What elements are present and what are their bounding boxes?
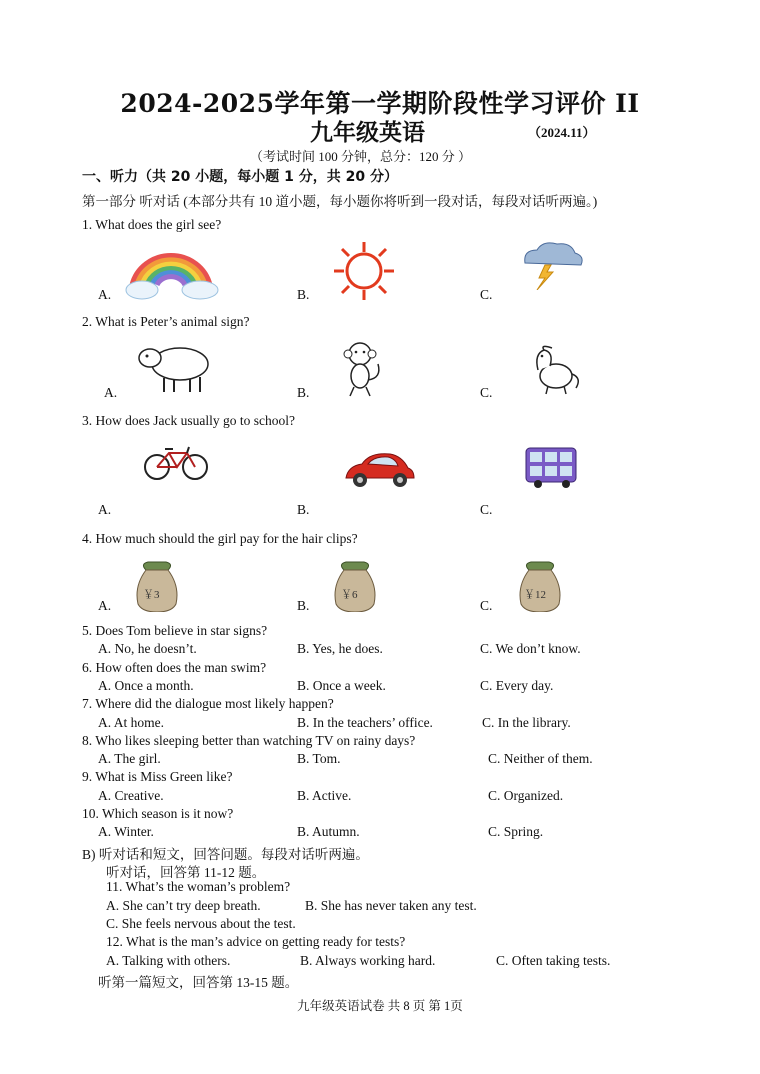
question-9: 9. What is Miss Green like?	[82, 769, 233, 784]
exam-title: 2024-2025学年第一学期阶段性学习评价 II	[120, 89, 640, 118]
option-a: A. No, he doesn’t.	[98, 641, 197, 656]
option-label: A.	[98, 598, 112, 613]
option-label: B.	[297, 287, 310, 302]
question-6: 6. How often does the man swim?	[82, 660, 267, 675]
option-c: C. Spring.	[488, 824, 544, 839]
storm-cloud-icon	[515, 238, 587, 290]
section-heading: 一、听力（共 20 小题，每小题 1 分，共 20 分）	[82, 169, 398, 185]
page-footer: 九年级英语试卷 共 8 页 第 1页	[297, 999, 463, 1013]
horse-icon	[526, 344, 582, 396]
option-b: B. Once a week.	[297, 678, 386, 693]
option-b: B. Autumn.	[297, 824, 360, 839]
option-c: C. In the library.	[482, 715, 571, 730]
option-a: A. Winter.	[98, 824, 154, 839]
passage-instructions: 听第一篇短文，回答第 13-15 题。	[98, 975, 299, 990]
bus-icon	[524, 446, 580, 488]
price-label: ￥3	[143, 589, 160, 601]
question-3: 3. How does Jack usually go to school?	[82, 413, 295, 428]
price-label: ￥6	[341, 589, 358, 601]
option-label: C.	[480, 385, 493, 400]
option-a: A. She can’t try deep breath.	[106, 898, 261, 913]
question-11: 11. What’s the woman’s problem?	[106, 879, 291, 894]
money-bag-icon	[132, 560, 182, 612]
option-label: C.	[480, 502, 493, 517]
option-b: B. Yes, he does.	[297, 641, 383, 656]
option-label: A.	[98, 502, 112, 517]
option-b: B. Always working hard.	[300, 953, 436, 968]
option-label: B.	[297, 385, 310, 400]
price-label: ￥12	[524, 589, 546, 601]
question-1: 1. What does the girl see?	[82, 217, 222, 232]
question-10: 10. Which season is it now?	[82, 806, 234, 821]
option-c: C. We don’t know.	[480, 641, 581, 656]
option-b: B. Active.	[297, 788, 352, 803]
option-label: A.	[104, 385, 118, 400]
option-b: B. She has never taken any test.	[305, 898, 477, 913]
option-label: B.	[297, 502, 310, 517]
question-5: 5. Does Tom believe in star signs?	[82, 623, 268, 638]
option-c: C. She feels nervous about the test.	[106, 916, 296, 931]
option-a: A. Creative.	[98, 788, 164, 803]
monkey-icon	[340, 340, 386, 398]
option-a: A. Talking with others.	[106, 953, 231, 968]
part-b-sub-instructions: 听对话，回答第 11-12 题。	[106, 865, 266, 880]
question-12: 12. What is the man’s advice on getting ready for tests?	[106, 934, 406, 949]
question-2: 2. What is Peter’s animal sign?	[82, 314, 250, 329]
money-bag-icon	[330, 560, 380, 612]
option-c: C. Often taking tests.	[496, 953, 611, 968]
rainbow-icon	[122, 240, 220, 302]
part-one-instructions: 第一部分 听对话 (本部分共有 10 道小题，每小题你将听到一段对话，每段对话听两遍。)	[82, 194, 598, 209]
option-c: C. Every day.	[480, 678, 554, 693]
question-8: 8. Who likes sleeping better than watching TV on rainy days?	[82, 733, 416, 748]
car-icon	[342, 450, 416, 492]
option-label: B.	[297, 598, 310, 613]
option-label: C.	[480, 287, 493, 302]
part-b-instructions: B) 听对话和短文，回答问题。每段对话听两遍。	[82, 847, 369, 862]
option-b: B. Tom.	[297, 751, 341, 766]
option-a: A. The girl.	[98, 751, 161, 766]
money-bag-icon	[515, 560, 565, 612]
option-a: A. Once a month.	[98, 678, 194, 693]
exam-info: （考试时间 100 分钟，总分：120 分 ）	[250, 149, 472, 164]
option-c: C. Neither of them.	[488, 751, 593, 766]
option-b: B. In the teachers’ office.	[297, 715, 433, 730]
sheep-icon	[132, 340, 212, 395]
sun-icon	[330, 240, 398, 302]
question-7: 7. Where did the dialogue most likely happen?	[82, 696, 334, 711]
option-label: C.	[480, 598, 493, 613]
option-c: C. Organized.	[488, 788, 564, 803]
exam-date: （2024.11）	[528, 125, 596, 140]
exam-subject: 九年级英语	[310, 120, 425, 146]
option-a: A. At home.	[98, 715, 164, 730]
question-4: 4. How much should the girl pay for the hair clips?	[82, 531, 358, 546]
bicycle-icon	[143, 445, 209, 481]
option-label: A.	[98, 287, 112, 302]
